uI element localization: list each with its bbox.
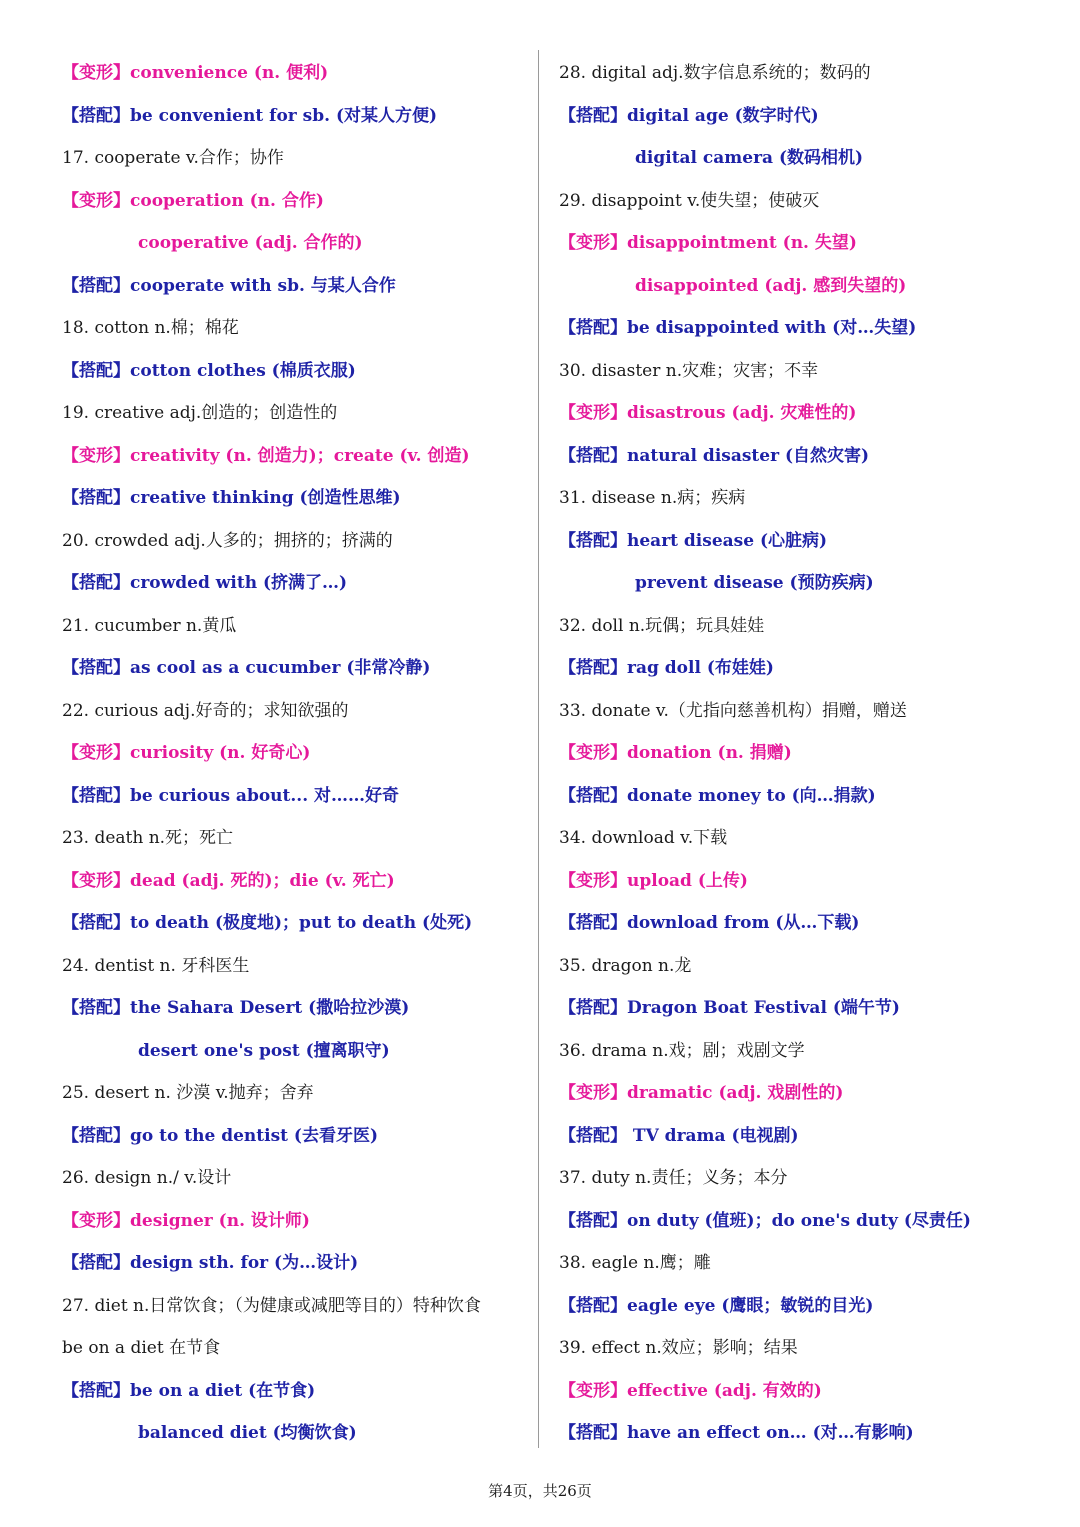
entry-line-collocation: 【搭配】rag doll (布娃娃) — [559, 658, 774, 678]
entry-line-variant: 【变形】disappointment (n. 失望) — [559, 233, 857, 253]
entry-line-collocation: 【搭配】cooperate with sb. 与某人合作 — [62, 275, 396, 296]
entry-line-word: 25. desert n. 沙漠 v.抛弃；舍弃 — [62, 1083, 314, 1103]
entry-line-collocation: 【搭配】design sth. for (为…设计) — [62, 1253, 359, 1273]
entry-line-variant: 【变形】cooperation (n. 合作) — [62, 190, 324, 211]
entry-line-word: 26. design n./ v.设计 — [62, 1168, 232, 1188]
entry-line-collocation: desert one's post (擅离职守) — [138, 1040, 390, 1061]
entry-line-collocation: 【搭配】digital age (数字时代) — [559, 105, 819, 126]
entry-line-word: 31. disease n.病；疾病 — [559, 488, 746, 508]
entry-line-variant: 【变形】effective (adj. 有效的) — [559, 1380, 822, 1401]
entry-line-word: 37. duty n.责任；义务；本分 — [559, 1168, 788, 1188]
entry-line-collocation: 【搭配】donate money to (向…捐款) — [559, 785, 876, 806]
entry-line-collocation: 【搭配】natural disaster (自然灾害) — [559, 445, 870, 466]
entry-line-word: 30. disaster n.灾难；灾害；不幸 — [559, 360, 819, 381]
entry-line-collocation: 【搭配】the Sahara Desert (撒哈拉沙漠) — [62, 998, 410, 1018]
entry-line-collocation: 【搭配】 TV drama (电视剧) — [559, 1125, 799, 1146]
page-footer: 第4页，共26页 — [488, 1482, 592, 1500]
entry-line-word: 32. doll n.玩偶；玩具娃娃 — [559, 615, 765, 636]
entry-line-word: 38. eagle n.鹰；雕 — [559, 1253, 711, 1273]
entry-line-collocation: 【搭配】be on a diet (在节食) — [62, 1380, 316, 1401]
entry-line-variant: disappointed (adj. 感到失望的) — [635, 275, 907, 296]
entry-line-collocation: 【搭配】download from (从…下载) — [559, 913, 860, 933]
entry-line-word: 29. disappoint v.使失望；使破灭 — [559, 190, 820, 211]
entry-line-collocation: 【搭配】be convenient for sb. (对某人方便) — [62, 105, 438, 126]
entry-line-word: 23. death n.死；死亡 — [62, 828, 234, 848]
entry-line-word: 35. dragon n.龙 — [559, 955, 692, 976]
entry-line-collocation: 【搭配】heart disease (心脏病) — [559, 530, 828, 551]
entry-line-variant: 【变形】upload (上传) — [559, 870, 748, 891]
entry-line-collocation: 【搭配】to death (极度地)；put to death (处死) — [62, 913, 473, 933]
entry-line-collocation: 【搭配】on duty (值班)；do one's duty (尽责任) — [559, 1210, 971, 1231]
entry-line-word: 39. effect n.效应；影响；结果 — [559, 1338, 798, 1358]
entry-line-collocation: balanced diet (均衡饮食) — [138, 1423, 357, 1443]
entry-line-collocation: 【搭配】be disappointed with (对…失望) — [559, 318, 917, 338]
entry-line-collocation: 【搭配】eagle eye (鹰眼；敏锐的目光) — [559, 1295, 874, 1316]
entry-line-word: be on a diet 在节食 — [62, 1338, 221, 1358]
entry-line-word: 22. curious adj.好奇的；求知欲强的 — [62, 700, 349, 721]
entry-line-collocation: 【搭配】creative thinking (创造性思维) — [62, 488, 401, 508]
entry-line-variant: 【变形】designer (n. 设计师) — [62, 1210, 310, 1231]
entry-line-word: 21. cucumber n.黄瓜 — [62, 615, 237, 636]
entry-line-variant: 【变形】disastrous (adj. 灾难性的) — [559, 403, 857, 423]
entry-line-word: 27. diet n.日常饮食；（为健康或减肥等目的）特种饮食 — [62, 1295, 481, 1316]
entry-line-word: 28. digital adj.数字信息系统的；数码的 — [559, 63, 871, 83]
entry-line-word: 17. cooperate v.合作；协作 — [62, 148, 284, 168]
entry-line-collocation: 【搭配】cotton clothes (棉质衣服) — [62, 360, 356, 381]
entry-line-word: 18. cotton n.棉；棉花 — [62, 318, 239, 338]
entry-line-word: 24. dentist n. 牙科医生 — [62, 955, 250, 976]
column-divider — [538, 50, 539, 1448]
entry-line-collocation: 【搭配】go to the dentist (去看牙医) — [62, 1125, 379, 1146]
entry-line-word: 33. donate v.（尤指向慈善机构）捐赠，赠送 — [559, 700, 907, 721]
entry-line-variant: 【变形】creativity (n. 创造力)；create (v. 创造) — [62, 445, 470, 466]
entry-line-variant: 【变形】dead (adj. 死的)；die (v. 死亡) — [62, 870, 395, 891]
left-column — [62, 52, 532, 1455]
entry-line-collocation: 【搭配】have an effect on… (对…有影响) — [559, 1423, 914, 1443]
right-column — [559, 52, 1049, 1455]
entry-line-collocation: 【搭配】be curious about... 对……好奇 — [62, 785, 400, 806]
entry-line-word: 19. creative adj.创造的；创造性的 — [62, 403, 338, 423]
entry-line-variant: 【变形】curiosity (n. 好奇心) — [62, 743, 311, 763]
entry-line-variant: 【变形】convenience (n. 便利) — [62, 63, 329, 83]
entry-line-word: 20. crowded adj.人多的；拥挤的；挤满的 — [62, 530, 393, 551]
entry-line-word: 36. drama n.戏；剧；戏剧文学 — [559, 1040, 805, 1061]
entry-line-collocation: prevent disease (预防疾病) — [635, 573, 874, 593]
entry-line-variant: 【变形】donation (n. 捐赠) — [559, 743, 792, 763]
entry-line-variant: 【变形】dramatic (adj. 戏剧性的) — [559, 1083, 844, 1103]
entry-line-collocation: digital camera (数码相机) — [635, 148, 864, 168]
entry-line-word: 34. download v.下载 — [559, 828, 728, 848]
entry-line-collocation: 【搭配】crowded with (挤满了…) — [62, 573, 348, 593]
entry-line-collocation: 【搭配】as cool as a cucumber (非常冷静) — [62, 658, 431, 678]
entry-line-collocation: 【搭配】Dragon Boat Festival (端午节) — [559, 998, 900, 1018]
entry-line-variant: cooperative (adj. 合作的) — [138, 233, 363, 253]
